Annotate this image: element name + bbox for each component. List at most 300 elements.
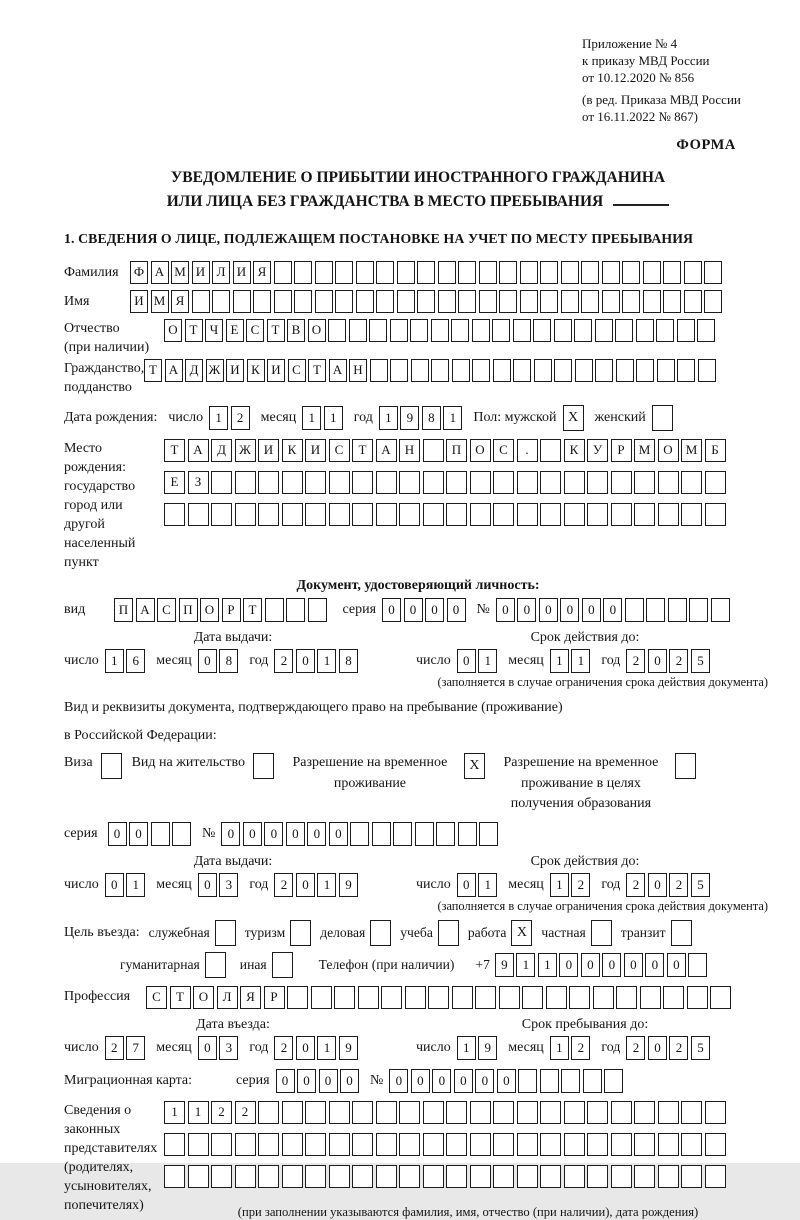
char-box[interactable]: 0: [648, 1036, 667, 1060]
char-box[interactable]: [479, 261, 497, 284]
char-box[interactable]: 1: [516, 953, 535, 977]
char-box[interactable]: [211, 503, 232, 526]
char-box[interactable]: А: [188, 439, 209, 462]
char-box[interactable]: [499, 290, 517, 313]
char-box[interactable]: [290, 920, 311, 946]
char-box[interactable]: [689, 598, 708, 622]
char-box[interactable]: А: [329, 359, 347, 382]
char-box[interactable]: 1: [478, 649, 497, 673]
char-box[interactable]: [356, 261, 374, 284]
char-box[interactable]: 1: [538, 953, 557, 977]
char-box[interactable]: А: [151, 261, 169, 284]
char-box[interactable]: 2: [669, 1036, 688, 1060]
char-box[interactable]: [546, 986, 567, 1009]
char-box[interactable]: [352, 471, 373, 494]
char-box[interactable]: [274, 290, 292, 313]
char-box[interactable]: [513, 319, 531, 342]
char-box[interactable]: [369, 319, 387, 342]
char-box[interactable]: [493, 1165, 514, 1188]
char-box[interactable]: 0: [129, 822, 148, 846]
char-box[interactable]: [472, 359, 490, 382]
char-box[interactable]: [211, 1133, 232, 1156]
char-box[interactable]: 1: [324, 406, 343, 430]
char-box[interactable]: [370, 359, 388, 382]
char-box[interactable]: 1: [317, 649, 336, 673]
char-box[interactable]: 0: [497, 1069, 516, 1093]
char-box[interactable]: [335, 290, 353, 313]
char-box[interactable]: [663, 290, 681, 313]
char-box[interactable]: [438, 290, 456, 313]
char-box[interactable]: [164, 503, 185, 526]
char-box[interactable]: К: [282, 439, 303, 462]
char-box[interactable]: 0: [457, 873, 476, 897]
char-box[interactable]: [616, 359, 634, 382]
char-box[interactable]: Т: [185, 319, 203, 342]
char-box[interactable]: [583, 1069, 602, 1093]
char-box[interactable]: [350, 822, 369, 846]
char-box[interactable]: В: [287, 319, 305, 342]
char-box[interactable]: [458, 261, 476, 284]
char-box[interactable]: [258, 503, 279, 526]
char-box[interactable]: [352, 503, 373, 526]
char-box[interactable]: [540, 439, 561, 462]
char-box[interactable]: 2: [235, 1101, 256, 1124]
char-box[interactable]: X: [464, 753, 485, 779]
char-box[interactable]: [615, 319, 633, 342]
char-box[interactable]: О: [193, 986, 214, 1009]
char-box[interactable]: 2: [274, 649, 293, 673]
char-box[interactable]: [211, 1165, 232, 1188]
char-box[interactable]: М: [171, 261, 189, 284]
char-box[interactable]: [663, 261, 681, 284]
char-box[interactable]: С: [146, 986, 167, 1009]
char-box[interactable]: [587, 471, 608, 494]
char-box[interactable]: [593, 986, 614, 1009]
char-box[interactable]: Л: [212, 261, 230, 284]
char-box[interactable]: [540, 1133, 561, 1156]
char-box[interactable]: 9: [495, 953, 514, 977]
char-box[interactable]: [390, 319, 408, 342]
char-box[interactable]: [423, 503, 444, 526]
char-box[interactable]: 0: [105, 873, 124, 897]
char-box[interactable]: И: [130, 290, 148, 313]
char-box[interactable]: [587, 1165, 608, 1188]
char-box[interactable]: 5: [691, 649, 710, 673]
char-box[interactable]: [493, 359, 511, 382]
char-box[interactable]: 1: [126, 873, 145, 897]
char-box[interactable]: 0: [329, 822, 348, 846]
char-box[interactable]: [540, 1101, 561, 1124]
char-box[interactable]: [681, 503, 702, 526]
char-box[interactable]: 0: [667, 953, 686, 977]
char-box[interactable]: [636, 359, 654, 382]
char-box[interactable]: [704, 261, 722, 284]
char-box[interactable]: [415, 822, 434, 846]
char-box[interactable]: 0: [602, 953, 621, 977]
char-box[interactable]: 0: [454, 1069, 473, 1093]
char-box[interactable]: 0: [286, 822, 305, 846]
char-box[interactable]: Д: [211, 439, 232, 462]
char-box[interactable]: 5: [691, 1036, 710, 1060]
char-box[interactable]: [595, 319, 613, 342]
char-box[interactable]: П: [179, 598, 198, 622]
char-box[interactable]: [517, 1101, 538, 1124]
char-box[interactable]: [520, 290, 538, 313]
char-box[interactable]: [611, 471, 632, 494]
char-box[interactable]: И: [258, 439, 279, 462]
char-box[interactable]: Т: [164, 439, 185, 462]
char-box[interactable]: [616, 986, 637, 1009]
char-box[interactable]: [282, 1133, 303, 1156]
char-box[interactable]: 2: [571, 1036, 590, 1060]
char-box[interactable]: Ч: [205, 319, 223, 342]
char-box[interactable]: [656, 319, 674, 342]
char-box[interactable]: [287, 986, 308, 1009]
char-box[interactable]: 9: [339, 873, 358, 897]
char-box[interactable]: [634, 1101, 655, 1124]
char-box[interactable]: [305, 1133, 326, 1156]
char-box[interactable]: 0: [425, 598, 444, 622]
char-box[interactable]: [329, 1165, 350, 1188]
char-box[interactable]: [253, 290, 271, 313]
char-box[interactable]: [663, 986, 684, 1009]
char-box[interactable]: [658, 1165, 679, 1188]
char-box[interactable]: О: [308, 319, 326, 342]
char-box[interactable]: [258, 1165, 279, 1188]
char-box[interactable]: [423, 1165, 444, 1188]
char-box[interactable]: [517, 503, 538, 526]
char-box[interactable]: 7: [126, 1036, 145, 1060]
char-box[interactable]: [604, 1069, 623, 1093]
char-box[interactable]: [658, 471, 679, 494]
char-box[interactable]: [235, 503, 256, 526]
char-box[interactable]: 2: [626, 1036, 645, 1060]
char-box[interactable]: [438, 920, 459, 946]
char-box[interactable]: Д: [185, 359, 203, 382]
char-box[interactable]: [258, 471, 279, 494]
char-box[interactable]: У: [587, 439, 608, 462]
char-box[interactable]: [705, 1101, 726, 1124]
char-box[interactable]: Н: [399, 439, 420, 462]
char-box[interactable]: И: [192, 261, 210, 284]
char-box[interactable]: [622, 290, 640, 313]
char-box[interactable]: [602, 261, 620, 284]
char-box[interactable]: [705, 1133, 726, 1156]
char-box[interactable]: [446, 1133, 467, 1156]
char-box[interactable]: [554, 359, 572, 382]
char-box[interactable]: [381, 986, 402, 1009]
char-box[interactable]: 0: [221, 822, 240, 846]
char-box[interactable]: [681, 1133, 702, 1156]
char-box[interactable]: [282, 503, 303, 526]
char-box[interactable]: [677, 319, 695, 342]
char-box[interactable]: 0: [582, 598, 601, 622]
char-box[interactable]: С: [288, 359, 306, 382]
char-box[interactable]: [684, 261, 702, 284]
char-box[interactable]: 0: [457, 649, 476, 673]
char-box[interactable]: [470, 1101, 491, 1124]
char-box[interactable]: Е: [226, 319, 244, 342]
char-box[interactable]: [574, 319, 592, 342]
char-box[interactable]: [493, 1101, 514, 1124]
char-box[interactable]: 0: [517, 598, 536, 622]
char-box[interactable]: 8: [422, 406, 441, 430]
char-box[interactable]: 0: [539, 598, 558, 622]
char-box[interactable]: Т: [243, 598, 262, 622]
char-box[interactable]: 1: [188, 1101, 209, 1124]
char-box[interactable]: Т: [352, 439, 373, 462]
char-box[interactable]: [399, 1101, 420, 1124]
char-box[interactable]: [470, 471, 491, 494]
char-box[interactable]: [253, 753, 274, 779]
char-box[interactable]: А: [376, 439, 397, 462]
char-box[interactable]: [258, 1133, 279, 1156]
char-box[interactable]: [294, 290, 312, 313]
char-box[interactable]: [334, 986, 355, 1009]
char-box[interactable]: 9: [478, 1036, 497, 1060]
char-box[interactable]: [540, 261, 558, 284]
char-box[interactable]: 1: [209, 406, 228, 430]
char-box[interactable]: [188, 1133, 209, 1156]
char-box[interactable]: 9: [339, 1036, 358, 1060]
char-box[interactable]: [697, 319, 715, 342]
char-box[interactable]: [687, 986, 708, 1009]
char-box[interactable]: М: [681, 439, 702, 462]
char-box[interactable]: [315, 261, 333, 284]
char-box[interactable]: С: [246, 319, 264, 342]
char-box[interactable]: 0: [648, 873, 667, 897]
char-box[interactable]: [458, 822, 477, 846]
char-box[interactable]: [205, 952, 226, 978]
char-box[interactable]: 9: [400, 406, 419, 430]
char-box[interactable]: А: [136, 598, 155, 622]
char-box[interactable]: [561, 261, 579, 284]
char-box[interactable]: 0: [447, 598, 466, 622]
char-box[interactable]: С: [157, 598, 176, 622]
char-box[interactable]: 0: [296, 649, 315, 673]
char-box[interactable]: [652, 405, 673, 431]
char-box[interactable]: [452, 359, 470, 382]
char-box[interactable]: 1: [457, 1036, 476, 1060]
char-box[interactable]: [417, 261, 435, 284]
char-box[interactable]: [305, 1165, 326, 1188]
char-box[interactable]: З: [188, 471, 209, 494]
char-box[interactable]: [470, 1133, 491, 1156]
char-box[interactable]: [376, 1165, 397, 1188]
char-box[interactable]: [517, 1133, 538, 1156]
char-box[interactable]: И: [267, 359, 285, 382]
char-box[interactable]: [172, 822, 191, 846]
char-box[interactable]: [294, 261, 312, 284]
char-box[interactable]: 1: [317, 873, 336, 897]
char-box[interactable]: [688, 953, 707, 977]
char-box[interactable]: Ф: [130, 261, 148, 284]
char-box[interactable]: [446, 1101, 467, 1124]
char-box[interactable]: [625, 598, 644, 622]
char-box[interactable]: Я: [253, 261, 271, 284]
char-box[interactable]: [540, 1165, 561, 1188]
char-box[interactable]: 2: [274, 873, 293, 897]
char-box[interactable]: 2: [669, 649, 688, 673]
char-box[interactable]: [517, 1165, 538, 1188]
char-box[interactable]: [581, 290, 599, 313]
char-box[interactable]: [235, 1133, 256, 1156]
char-box[interactable]: [376, 261, 394, 284]
char-box[interactable]: 0: [307, 822, 326, 846]
char-box[interactable]: [499, 986, 520, 1009]
char-box[interactable]: [564, 1165, 585, 1188]
char-box[interactable]: [329, 471, 350, 494]
char-box[interactable]: 0: [296, 1036, 315, 1060]
char-box[interactable]: [428, 986, 449, 1009]
char-box[interactable]: [646, 598, 665, 622]
char-box[interactable]: [470, 503, 491, 526]
char-box[interactable]: [235, 1165, 256, 1188]
char-box[interactable]: [517, 471, 538, 494]
char-box[interactable]: [151, 822, 170, 846]
char-box[interactable]: [564, 1101, 585, 1124]
char-box[interactable]: М: [634, 439, 655, 462]
char-box[interactable]: Б: [705, 439, 726, 462]
char-box[interactable]: [452, 986, 473, 1009]
char-box[interactable]: С: [329, 439, 350, 462]
char-box[interactable]: [282, 1101, 303, 1124]
char-box[interactable]: [370, 920, 391, 946]
char-box[interactable]: [399, 471, 420, 494]
char-box[interactable]: Т: [267, 319, 285, 342]
char-box[interactable]: 8: [219, 649, 238, 673]
char-box[interactable]: 0: [198, 649, 217, 673]
char-box[interactable]: [305, 503, 326, 526]
char-box[interactable]: [611, 1133, 632, 1156]
char-box[interactable]: [520, 261, 538, 284]
char-box[interactable]: [671, 920, 692, 946]
char-box[interactable]: 2: [105, 1036, 124, 1060]
char-box[interactable]: [305, 1101, 326, 1124]
char-box[interactable]: [698, 359, 716, 382]
char-box[interactable]: [472, 319, 490, 342]
char-box[interactable]: И: [305, 439, 326, 462]
char-box[interactable]: 1: [105, 649, 124, 673]
char-box[interactable]: Ж: [235, 439, 256, 462]
char-box[interactable]: [595, 359, 613, 382]
char-box[interactable]: И: [226, 359, 244, 382]
char-box[interactable]: [622, 261, 640, 284]
char-box[interactable]: [705, 471, 726, 494]
char-box[interactable]: Я: [171, 290, 189, 313]
char-box[interactable]: [684, 290, 702, 313]
char-box[interactable]: [446, 1165, 467, 1188]
char-box[interactable]: [372, 822, 391, 846]
char-box[interactable]: К: [247, 359, 265, 382]
char-box[interactable]: [308, 598, 327, 622]
char-box[interactable]: [211, 471, 232, 494]
char-box[interactable]: О: [658, 439, 679, 462]
char-box[interactable]: [215, 920, 236, 946]
char-box[interactable]: [352, 1101, 373, 1124]
char-box[interactable]: 0: [559, 953, 578, 977]
char-box[interactable]: .: [517, 439, 538, 462]
char-box[interactable]: [681, 1165, 702, 1188]
char-box[interactable]: [315, 290, 333, 313]
char-box[interactable]: [634, 1165, 655, 1188]
char-box[interactable]: Т: [308, 359, 326, 382]
char-box[interactable]: 0: [648, 649, 667, 673]
char-box[interactable]: 0: [297, 1069, 316, 1093]
char-box[interactable]: [352, 1165, 373, 1188]
char-box[interactable]: О: [200, 598, 219, 622]
char-box[interactable]: [564, 471, 585, 494]
char-box[interactable]: [446, 503, 467, 526]
char-box[interactable]: К: [564, 439, 585, 462]
char-box[interactable]: 2: [571, 873, 590, 897]
char-box[interactable]: [265, 598, 284, 622]
char-box[interactable]: 0: [475, 1069, 494, 1093]
char-box[interactable]: 2: [626, 649, 645, 673]
char-box[interactable]: [328, 319, 346, 342]
char-box[interactable]: [423, 1133, 444, 1156]
char-box[interactable]: 0: [340, 1069, 359, 1093]
char-box[interactable]: Я: [240, 986, 261, 1009]
char-box[interactable]: [611, 1165, 632, 1188]
char-box[interactable]: [581, 261, 599, 284]
char-box[interactable]: [681, 1101, 702, 1124]
char-box[interactable]: Р: [264, 986, 285, 1009]
char-box[interactable]: [711, 598, 730, 622]
char-box[interactable]: П: [114, 598, 133, 622]
char-box[interactable]: [436, 822, 455, 846]
char-box[interactable]: [233, 290, 251, 313]
char-box[interactable]: [376, 471, 397, 494]
char-box[interactable]: [561, 1069, 580, 1093]
char-box[interactable]: [446, 471, 467, 494]
char-box[interactable]: [376, 1133, 397, 1156]
char-box[interactable]: [305, 471, 326, 494]
char-box[interactable]: [349, 319, 367, 342]
char-box[interactable]: 0: [319, 1069, 338, 1093]
char-box[interactable]: 5: [691, 873, 710, 897]
char-box[interactable]: 0: [432, 1069, 451, 1093]
char-box[interactable]: [575, 359, 593, 382]
char-box[interactable]: [164, 1133, 185, 1156]
char-box[interactable]: [410, 319, 428, 342]
char-box[interactable]: [311, 986, 332, 1009]
char-box[interactable]: 3: [219, 873, 238, 897]
char-box[interactable]: [591, 920, 612, 946]
char-box[interactable]: [376, 290, 394, 313]
char-box[interactable]: [533, 319, 551, 342]
char-box[interactable]: 1: [550, 873, 569, 897]
char-box[interactable]: [643, 290, 661, 313]
char-box[interactable]: 0: [404, 598, 423, 622]
char-box[interactable]: X: [511, 920, 532, 946]
char-box[interactable]: [554, 319, 572, 342]
char-box[interactable]: [540, 290, 558, 313]
char-box[interactable]: [611, 1101, 632, 1124]
char-box[interactable]: [657, 359, 675, 382]
char-box[interactable]: О: [470, 439, 491, 462]
char-box[interactable]: [479, 290, 497, 313]
char-box[interactable]: [479, 822, 498, 846]
char-box[interactable]: [417, 290, 435, 313]
char-box[interactable]: 0: [645, 953, 664, 977]
char-box[interactable]: [329, 503, 350, 526]
char-box[interactable]: И: [233, 261, 251, 284]
char-box[interactable]: 1: [443, 406, 462, 430]
char-box[interactable]: [188, 503, 209, 526]
char-box[interactable]: Ж: [206, 359, 224, 382]
char-box[interactable]: 1: [302, 406, 321, 430]
